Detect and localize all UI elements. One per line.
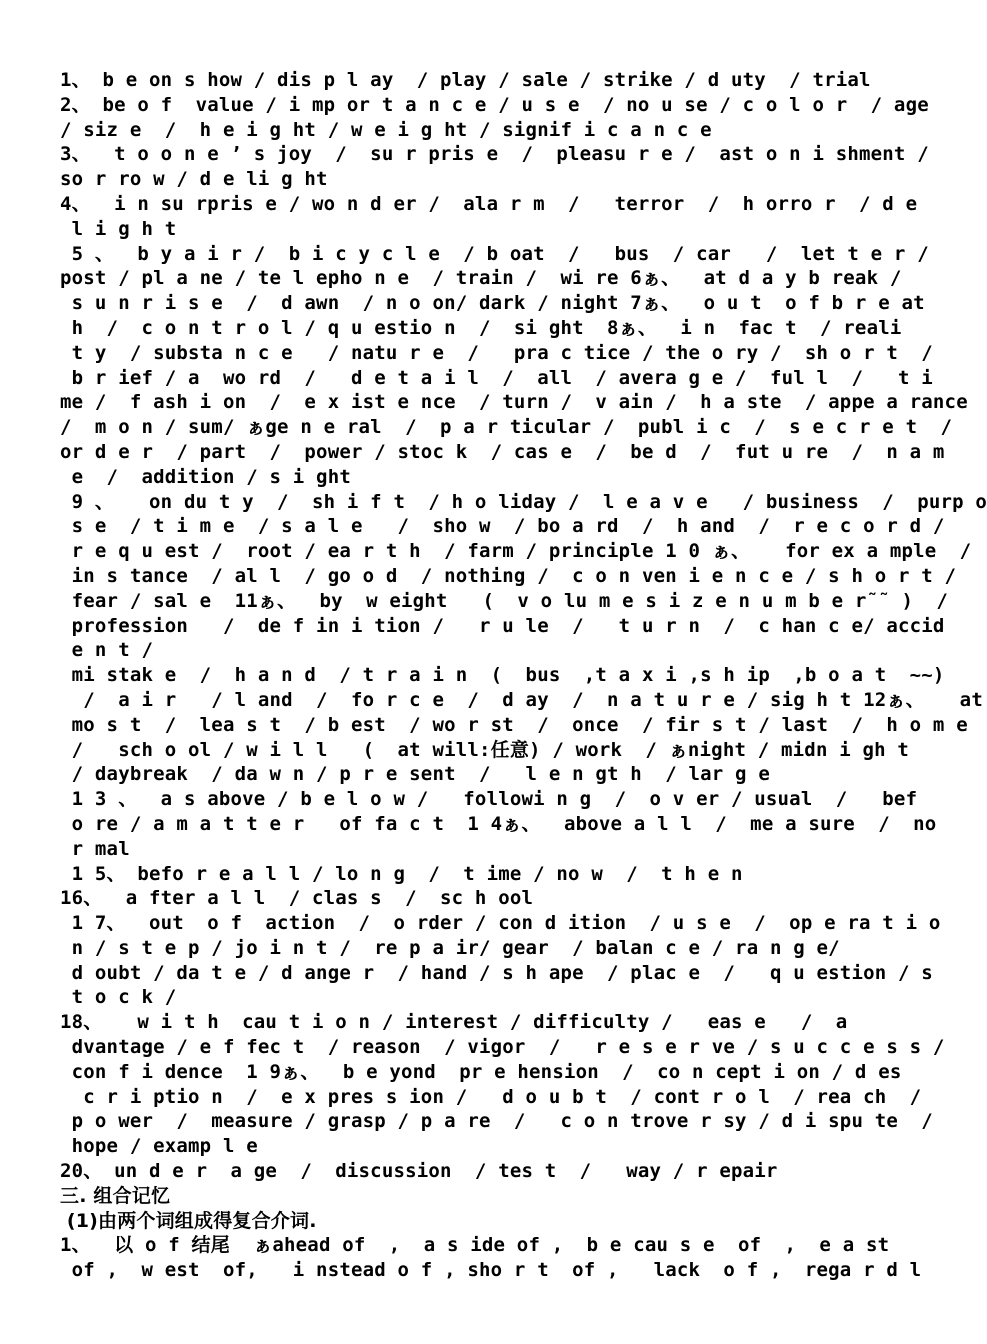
text-line: h / c o n t r o l / q u estio n / si ght 8ぁ、 i n fac t / reali [60, 316, 902, 339]
text-line: of , w est of, i nstead o f , sho r t of , lack o f , rega r d l [60, 1259, 922, 1282]
text-line: p o wer / measure / grasp / p a re / c o n trove r sy / d i spu te / [60, 1110, 933, 1133]
text-line: e / addition / s i ght [60, 465, 351, 488]
section-heading: 三. 组合记忆 [60, 1184, 171, 1207]
text-line: post / pl a ne / te l epho n e / train / wi re 6ぁ、 at d a y b reak / [60, 267, 902, 290]
text-line: e n t / [60, 639, 154, 662]
text-line: / siz e / h e i g ht / w e i g ht / signif i c a n c e [60, 118, 712, 141]
text-line: l i g h t [60, 217, 177, 240]
text-line: 1 5、 befo r e a l l / lo n g / t ime / no w / t h e n [60, 862, 743, 885]
text-line: / a i r / l and / fo r c e / d ay / n a t u r e / sig h t 12ぁ、 at [60, 688, 983, 711]
text-line: or d e r / part / power / stoc k / cas e / be d / fut u re / n a m [60, 440, 945, 463]
text-line: 20、 un d e r a ge / discussion / tes t / way / r epair [60, 1160, 778, 1183]
text-line: mo s t / lea s t / b est / wo r st / once / fir s t / last / h o m e [60, 713, 968, 736]
text-line: / daybreak / da w n / p r e sent / l e n gt h / lar g e [60, 763, 770, 786]
text-line: s u n r i s e / d awn / n o on/ dark / night 7ぁ、 o u t o f b r e at [60, 292, 925, 315]
text-line: 1 7、 out o f action / o rder / con d ition / u s e / op e ra t i o [60, 912, 941, 935]
text-line: 1、 b e on s how / dis p l ay / play / sale / strike / d uty / trial [60, 69, 871, 91]
text-line: d oubt / da t e / d ange r / hand / s h ape / plac e / q u estion / s [60, 961, 933, 984]
text-line: 9 、 on du t y / sh i f t / h o liday / l e a v e / business / purp o [60, 490, 987, 513]
text-line: t o c k / [60, 986, 177, 1009]
text-line: r e q u est / root / ea r t h / farm / principle 1 0 ぁ、 for ex a mple / [60, 540, 972, 563]
text-line: 16、 a fter a l l / clas s / sc h ool [60, 887, 534, 910]
text-line: r mal [60, 837, 130, 860]
text-line: t y / substa n c e / natu r e / pra c tice / the o ry / sh o r t / [60, 341, 933, 364]
text-line: / m o n / sum/ ぁge n e ral / p a r ticular / publ i c / s e c r e t / [60, 416, 953, 439]
text-line: hope / examp l e [60, 1135, 258, 1158]
text-line: b r ief / a wo rd / d e t a i l / all / avera g e / ful l / t i [60, 366, 933, 389]
text-line: dvantage / e f fec t / reason / vigor / r e s e r ve / s u c c e s s / [60, 1036, 945, 1059]
text-line: fear / sal e 11ぁ、 by w eight ( v o lu m e s i z e n u m b e r˜˜ ) / [60, 589, 949, 612]
text-line: me / f ash i on / e x ist e nce / turn / v ain / h a ste / appe a rance [60, 391, 968, 414]
text-line: 5 、 b y a i r / b i c y c l e / b oat / bus / car / let t e r / [60, 242, 929, 265]
text-line: profession / de f in i tion / r u le / t u r n / c han c e/ accid [60, 614, 945, 637]
text-line: in s tance / al l / go o d / nothing / c o n ven i e n c e / s h o r t / [60, 564, 957, 587]
text-line: 1、 以 o f 结尾 ぁahead of , a s ide of , b e cau s e of , e a st [60, 1234, 890, 1257]
text-line: 4、 i n su rpris e / wo n d er / ala r m / terror / h orro r / d e [60, 192, 918, 215]
text-line: con f i dence 1 9ぁ、 b e yond pr e hension / co n cept i on / d es [60, 1060, 902, 1083]
document-page [60, 68, 987, 1283]
text-line: s e / t i m e / s a l e / sho w / bo a rd / h and / r e c o r d / [60, 515, 945, 538]
text-line: 1 3 、 a s above / b e l o w / followi n g / o v er / usual / bef [60, 788, 918, 811]
text-line: 2、 be o f value / i mp or t a n c e / u s e / no u se / c o l o r / age [60, 93, 929, 116]
text-line: n / s t e p / jo i n t / re p a ir/ gear / balan c e / ra n g e/ [60, 936, 840, 959]
subsection-heading: (1)由两个词组成得复合介词. [60, 1209, 317, 1232]
text-line: so r ro w / d e li g ht [60, 168, 328, 191]
text-line: 3、 t o o n e ’ s joy / su r pris e / pleasu r e / ast o n i shment / [60, 143, 929, 166]
text-line: c r i ptio n / e x pres s ion / d o u b t / cont r o l / rea ch / [60, 1085, 922, 1108]
text-line: mi stak e / h a n d / t r a i n ( bus ,t a x i ,s h ip ,b o a t ~~) [60, 664, 945, 687]
text-line: o re / a m a t t e r of fa c t 1 4ぁ、 above a l l / me a sure / no [60, 812, 937, 835]
text-line: / sch o ol / w i l l ( at will:任意) / work / ぁnight / midn i gh t [60, 738, 910, 761]
text-line: 18、 w i t h cau t i o n / interest / difficulty / eas e / a [60, 1011, 848, 1034]
